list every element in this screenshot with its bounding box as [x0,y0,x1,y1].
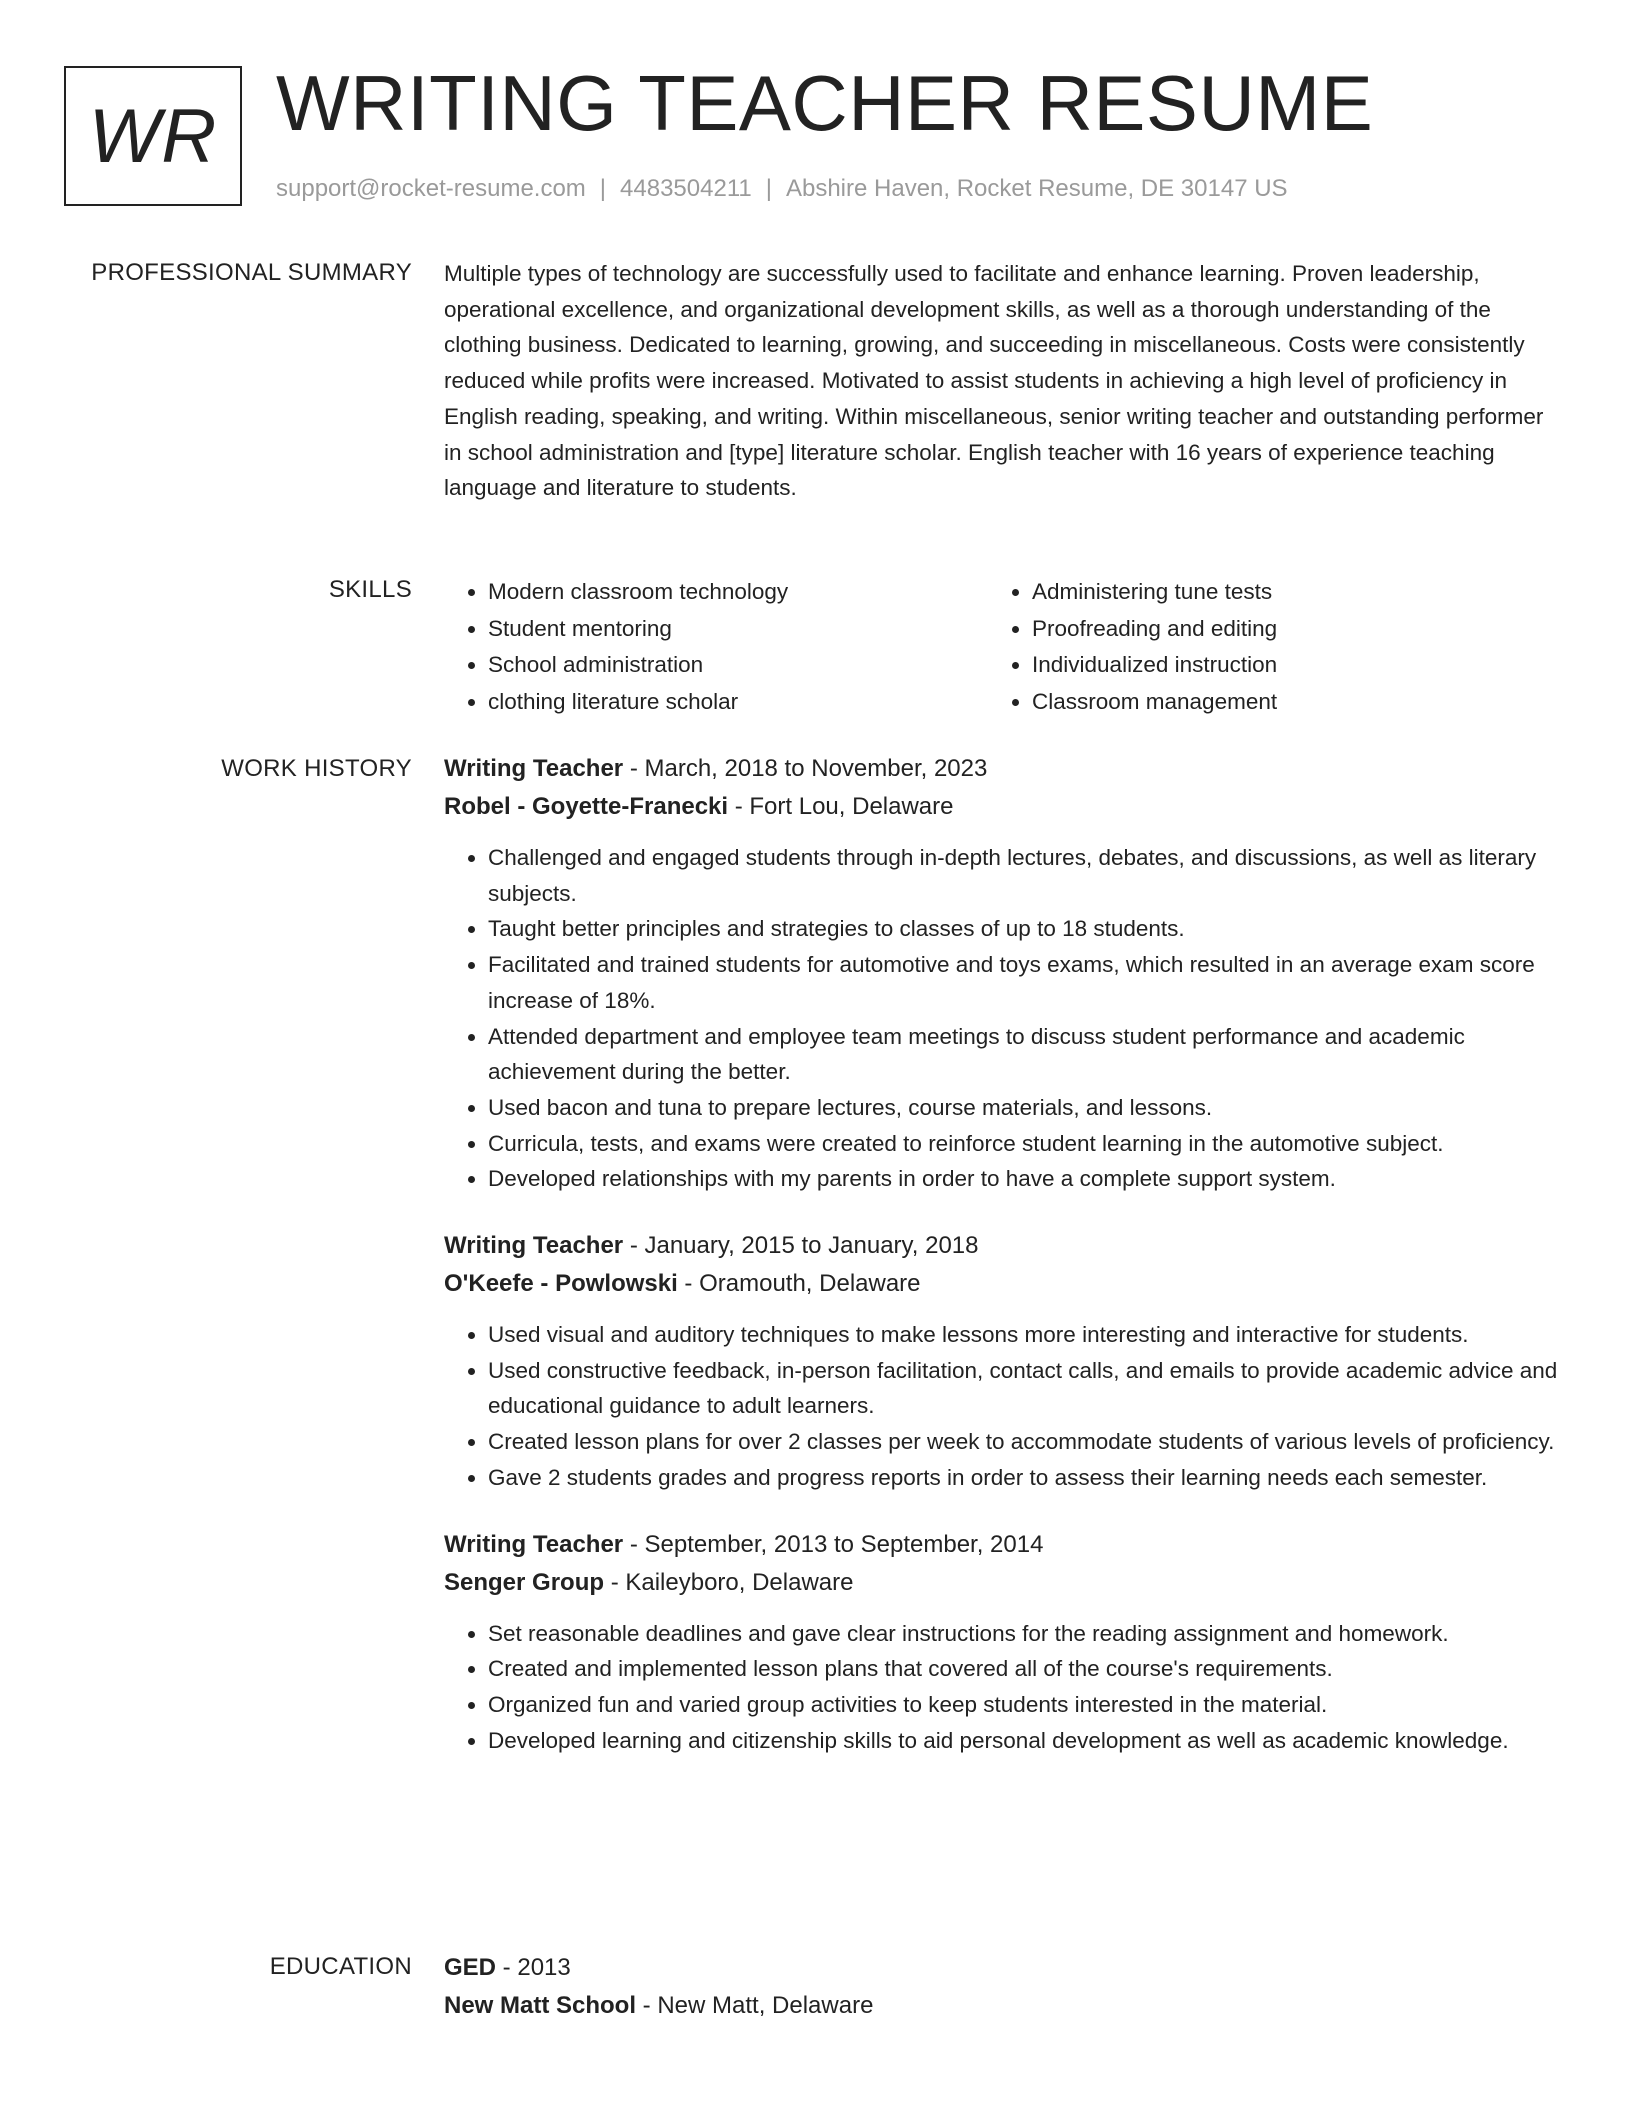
job-entry [444,1227,1564,1496]
work-section [444,750,1564,1788]
skill-item: • Individualized instruction [1032,647,1532,684]
skills-list-left [444,574,988,720]
job-title: Writing Teacher [444,1530,624,1558]
job-dates: - January, 2015 to January, 2018 [623,1232,979,1260]
school-name: New Matt School [444,1992,637,2019]
resume-title: WRITING TEACHER RESUME [276,59,1374,147]
summary-section [444,256,1564,506]
contact-separator: | [599,175,607,202]
company-location: - Kaileyboro, Delaware [604,1568,854,1596]
job-bullet: • Used constructive feedback, in-person facilitation, contact calls, and emails to provide academic advice and educational guidance to adult learners. [488,1353,1564,1424]
job-bullet: • Curricula, tests, and exams were created to reinforce student learning in the automotive subject. [488,1126,1564,1162]
job-bullet: • Used visual and auditory techniques to make lessons more interesting and interactive for students. [488,1317,1564,1353]
job-bullet: • Developed learning and citizenship skills to aid personal development as well as academic knowledge. [488,1723,1564,1759]
skill-item: • Administering tune tests [1032,574,1532,611]
job-bullets [444,1616,1564,1759]
job-entry [444,1526,1564,1759]
job-bullet: • Developed relationships with my parents in order to have a complete support system. [488,1161,1564,1197]
school-location: - New Matt, Delaware [636,1992,874,2019]
skills-heading: SKILLS [328,576,412,603]
job-bullet: • Created and implemented lesson plans that covered all of the course's requirements. [488,1651,1564,1687]
job-bullet: • Attended department and employee team meetings to discuss student performance and academic achievement during the better. [488,1019,1564,1090]
company-name: Senger Group [444,1568,605,1596]
contact-email: support@rocket-resume.com [276,175,586,202]
skill-item: • Student mentoring [488,611,988,648]
company-name: O'Keefe - Powlowski [444,1270,678,1298]
degree-name: GED [444,1954,497,1981]
job-title: Writing Teacher [444,755,624,782]
education-heading: EDUCATION [269,1953,412,1980]
company-location: - Fort Lou, Delaware [728,793,954,820]
monogram-logo: WR [64,66,242,206]
job-employer [444,1564,1564,1602]
job-header [444,1227,1564,1265]
skill-item: • clothing literature scholar [488,684,988,721]
education-header [444,1949,1564,1987]
skills-section [444,574,1564,720]
job-bullet: • Challenged and engaged students through in-depth lectures, debates, and discussions, as well as literary subjects. [488,840,1564,911]
job-header [444,1526,1564,1564]
contact-separator: | [765,175,772,202]
job-bullet: • Facilitated and trained students for automotive and toys exams, which resulted in an average exam score increase of 18%. [488,947,1564,1018]
job-header [444,750,1564,788]
contact-address: Abshire Haven, Rocket Resume, DE 30147 US [785,175,1288,202]
job-bullets [444,1317,1564,1496]
job-bullet: • Taught better principles and strategies to classes of up to 18 students. [488,911,1564,947]
job-entry [444,750,1564,1197]
summary-heading: PROFESSIONAL SUMMARY [91,259,412,286]
education-entry [444,1949,1564,2025]
work-heading: WORK HISTORY [221,755,412,782]
summary-text: Multiple types of technology are successfully used to facilitate and enhance learning. Proven leadership, operational excellence, and organizational development skills, as well as a thorough understanding of the clothing business. Dedicated to learning, growing, and succeeding in miscellaneous. Costs were consistently reduced while profits were increased. Motivated to assist students in achieving a high level of proficiency in English reading, speaking, and writing. Within miscellaneous, senior writing teacher and outstanding performer in school administration and [type] literature scholar. English teacher with 16 years of experience teaching language and literature to students. [444,261,1544,501]
skill-item: • School administration [488,647,988,684]
contact-line [276,175,1288,203]
job-bullet: • Set reasonable deadlines and gave clear instructions for the reading assignment and homework. [488,1616,1564,1652]
job-bullet: • Created lesson plans for over 2 classes per week to accommodate students of various levels of proficiency. [488,1424,1564,1460]
skill-item: • Classroom management [1032,684,1532,721]
job-bullet: • Gave 2 students grades and progress reports in order to assess their learning needs each semester. [488,1460,1564,1496]
contact-phone: 4483504211 [620,175,752,202]
skills-list-right [988,574,1532,720]
education-year: - 2013 [496,1954,571,1981]
job-employer [444,788,1564,826]
skill-item: • Modern classroom technology [488,574,988,611]
job-bullet: • Used bacon and tuna to prepare lectures, course materials, and lessons. [488,1090,1564,1126]
skill-item: • Proofreading and editing [1032,611,1532,648]
job-employer [444,1265,1564,1303]
job-dates: - March, 2018 to November, 2023 [623,755,988,782]
job-bullet: • Organized fun and varied group activities to keep students interested in the material. [488,1687,1564,1723]
job-title: Writing Teacher [444,1232,624,1260]
education-section [444,1949,1564,2055]
company-name: Robel - Goyette-Franecki [444,793,729,820]
job-bullets [444,840,1564,1197]
job-dates: - September, 2013 to September, 2014 [623,1530,1044,1558]
company-location: - Oramouth, Delaware [677,1270,921,1298]
education-school [444,1987,1564,2025]
